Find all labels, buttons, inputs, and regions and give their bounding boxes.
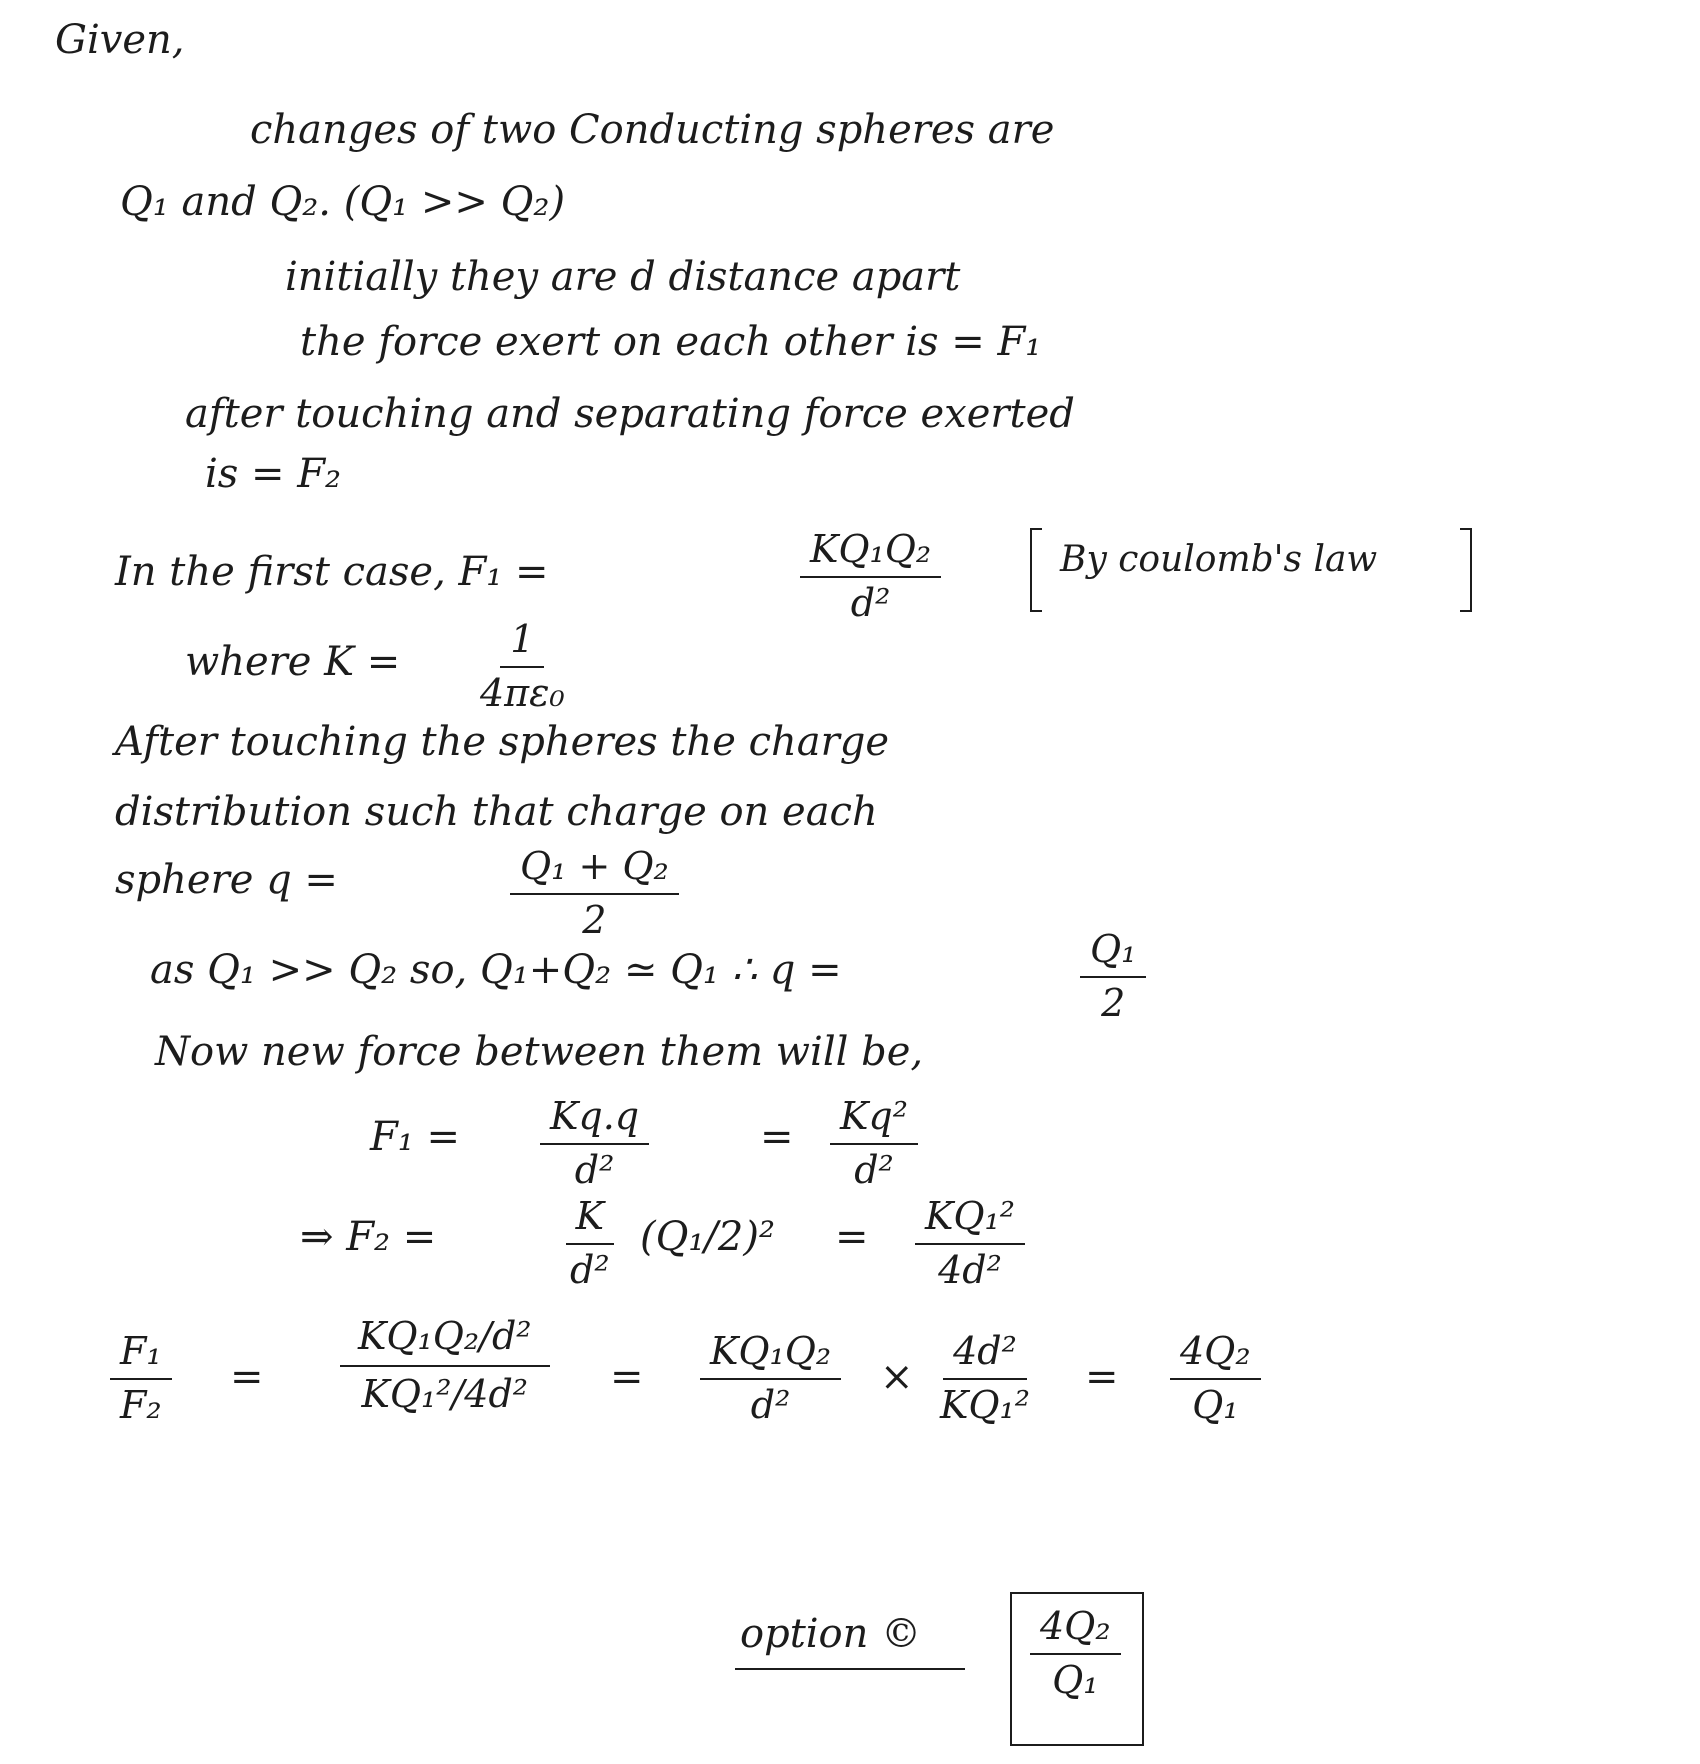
eq2-equals: = [835, 1214, 869, 1260]
numerator: F₁ [110, 1330, 172, 1380]
line-after-touching-spheres: After touching the spheres the charge [115, 719, 889, 765]
denominator: d² [850, 580, 891, 625]
eq1-equals: = [760, 1114, 794, 1160]
bracket-left [1030, 528, 1042, 612]
line-charges: changes of two Conducting spheres are [250, 107, 1055, 153]
ratio-f1-f2 [110, 1330, 172, 1427]
denominator: KQ₁²/4d² [361, 1371, 529, 1416]
fraction-q-average [510, 845, 679, 942]
numerator: KQ₁Q₂/d² [340, 1315, 550, 1367]
eq1-fraction-2 [830, 1095, 918, 1192]
eq2-squared-term: (Q₁/2)² [640, 1214, 775, 1260]
bracket-right [1460, 528, 1472, 612]
numerator: KQ₁Q₂ [800, 528, 941, 578]
line-sphere-q: sphere q = [115, 857, 338, 903]
denominator: d² [570, 1247, 610, 1292]
ratio-multiplicand [700, 1330, 841, 1427]
denominator: F₂ [120, 1382, 162, 1427]
denominator: Q₁ [1052, 1657, 1099, 1702]
numerator: KQ₁² [915, 1195, 1025, 1245]
denominator: 2 [1101, 980, 1126, 1025]
heading-given: Given, [55, 17, 185, 63]
ratio-equals-2: = [610, 1354, 644, 1400]
option-underline [735, 1668, 965, 1670]
ratio-times: × [880, 1354, 914, 1400]
ratio-compound-fraction [340, 1315, 550, 1416]
numerator: 4d² [943, 1330, 1027, 1380]
eq2-fraction-result [915, 1195, 1025, 1292]
ratio-equals-1: = [230, 1354, 264, 1400]
numerator: Kq.q [540, 1095, 649, 1145]
line-approximation: as Q₁ >> Q₂ so, Q₁+Q₂ ≃ Q₁ ∴ q = [150, 947, 842, 993]
denominator: 4πε₀ [480, 670, 565, 715]
line-where-k: where K = [185, 639, 401, 685]
denominator: d² [750, 1382, 791, 1427]
answer-fraction [1030, 1605, 1121, 1702]
numerator: 4Q₂ [1170, 1330, 1261, 1380]
numerator: Q₁ + Q₂ [510, 845, 679, 895]
line-q1-q2: Q₁ and Q₂. (Q₁ >> Q₂) [120, 179, 566, 225]
denominator: d² [854, 1147, 894, 1192]
fraction-k [470, 618, 575, 715]
numerator: 1 [500, 618, 544, 668]
numerator: Kq² [830, 1095, 918, 1145]
fraction-q-half [1080, 928, 1146, 1025]
ratio-equals-3: = [1085, 1354, 1119, 1400]
note-coulomb-law: By coulomb's law [1060, 539, 1378, 580]
numerator: KQ₁Q₂ [700, 1330, 841, 1380]
line-force-f2: is = F₂ [205, 451, 342, 497]
eq1-fraction-1 [540, 1095, 649, 1192]
line-after-touching: after touching and separating force exerted [185, 391, 1075, 437]
line-first-case: In the first case, F₁ = [115, 549, 549, 595]
denominator: Q₁ [1192, 1382, 1239, 1427]
denominator: 4d² [938, 1247, 1002, 1292]
eq1-lhs: F₁ = [370, 1114, 461, 1160]
ratio-result [1170, 1330, 1261, 1427]
option-label: option © [740, 1611, 922, 1657]
line-force-f1: the force exert on each other is = F₁ [300, 319, 1042, 365]
line-new-force: Now new force between them will be, [155, 1029, 924, 1075]
denominator: d² [574, 1147, 615, 1192]
ratio-multiplier [930, 1330, 1040, 1427]
numerator: Q₁ [1080, 928, 1146, 978]
fraction-coulomb [800, 528, 941, 625]
denominator: 2 [582, 897, 607, 942]
eq2-lhs: ⇒ F₂ = [300, 1214, 437, 1260]
denominator: KQ₁² [940, 1382, 1031, 1427]
numerator: K [566, 1195, 614, 1245]
eq2-fraction-k [560, 1195, 620, 1292]
line-initial-distance: initially they are d distance apart [285, 254, 961, 300]
line-distribution: distribution such that charge on each [115, 789, 878, 835]
numerator: 4Q₂ [1030, 1605, 1121, 1655]
